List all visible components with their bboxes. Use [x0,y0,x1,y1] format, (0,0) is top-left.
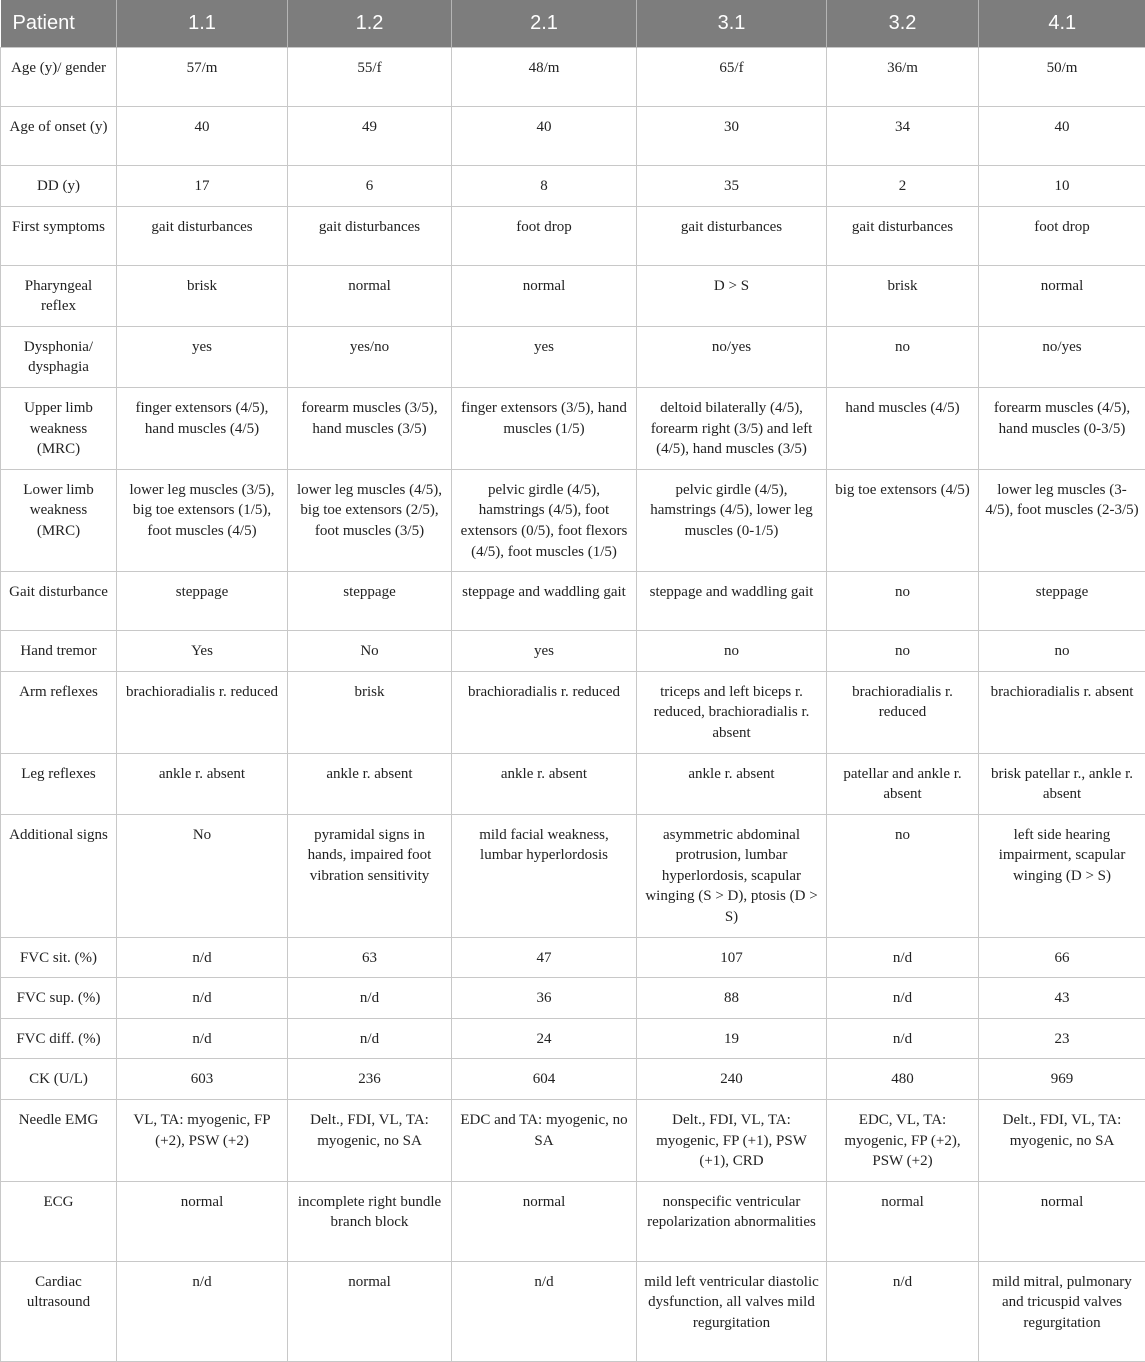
table-cell: ankle r. absent [637,753,827,814]
table-row [1,1181,1145,1261]
table-cell: steppage [117,572,288,631]
table-cell: nonspecific ventricular repolarization abnormalities [637,1181,827,1261]
table-row [1,265,1145,326]
table-cell: 63 [288,937,452,978]
table-cell: normal [452,265,637,326]
table-row [1,1261,1145,1361]
table-cell: 236 [288,1059,452,1100]
header-column: 1.2 [288,0,452,48]
table-body [1,48,1145,1362]
table-cell: 23 [979,1018,1145,1059]
table-cell: normal [979,1181,1145,1261]
row-label: Lower limb weakness (MRC) [1,469,117,571]
row-label: FVC sup. (%) [1,978,117,1019]
table-cell: EDC and TA: myogenic, no SA [452,1100,637,1182]
table-row [1,387,1145,469]
table-cell: 55/f [288,48,452,107]
table-cell: 50/m [979,48,1145,107]
table-cell: big toe extensors (4/5) [827,469,979,571]
table-cell: brisk [827,265,979,326]
table-cell: forearm muscles (4/5), hand muscles (0-3/5) [979,387,1145,469]
table-cell: 35 [637,166,827,207]
table-cell: normal [288,1261,452,1361]
table-cell: 57/m [117,48,288,107]
table-cell: pyramidal signs in hands, impaired foot vibration sensitivity [288,814,452,937]
table-cell: ankle r. absent [117,753,288,814]
table-cell: n/d [827,978,979,1019]
table-cell: 40 [452,107,637,166]
table-cell: brachioradialis r. absent [979,671,1145,753]
table-cell: 10 [979,166,1145,207]
table-cell: no [979,631,1145,672]
table-cell: Delt., FDI, VL, TA: myogenic, no SA [288,1100,452,1182]
table-cell: no [827,631,979,672]
row-label: FVC diff. (%) [1,1018,117,1059]
table-cell: 66 [979,937,1145,978]
table-cell: normal [452,1181,637,1261]
table-cell: 480 [827,1059,979,1100]
table-row [1,1059,1145,1100]
table-cell: mild mitral, pulmonary and tricuspid valves regurgitation [979,1261,1145,1361]
table-cell: 17 [117,166,288,207]
table-cell: triceps and left biceps r. reduced, brachioradialis r. absent [637,671,827,753]
table-cell: n/d [827,1018,979,1059]
table-cell: no [827,814,979,937]
row-label: Pharyngeal reflex [1,265,117,326]
table-row [1,206,1145,265]
table-cell: No [117,814,288,937]
table-cell: 34 [827,107,979,166]
header-column: 4.1 [979,0,1145,48]
row-label: Arm reflexes [1,671,117,753]
table-cell: 40 [117,107,288,166]
table-cell: no [827,572,979,631]
table-cell: gait disturbances [117,206,288,265]
table-row [1,937,1145,978]
table-row [1,1018,1145,1059]
table-cell: No [288,631,452,672]
table-cell: 36 [452,978,637,1019]
table-cell: forearm muscles (3/5), hand muscles (3/5) [288,387,452,469]
table-cell: Yes [117,631,288,672]
table-cell: steppage and waddling gait [637,572,827,631]
table-cell: incomplete right bundle branch block [288,1181,452,1261]
row-label: Hand tremor [1,631,117,672]
table-cell: mild facial weakness, lumbar hyperlordosis [452,814,637,937]
table-cell: 19 [637,1018,827,1059]
row-label: Upper limb weakness (MRC) [1,387,117,469]
table-cell: n/d [827,937,979,978]
table-cell: lower leg muscles (4/5), big toe extensors (2/5), foot muscles (3/5) [288,469,452,571]
table-cell: 65/f [637,48,827,107]
table-row [1,1100,1145,1182]
row-label: Age (y)/ gender [1,48,117,107]
table-cell: gait disturbances [827,206,979,265]
table-cell: no/yes [637,326,827,387]
header-column: 3.1 [637,0,827,48]
row-label: FVC sit. (%) [1,937,117,978]
table-cell: Delt., FDI, VL, TA: myogenic, no SA [979,1100,1145,1182]
row-label: Additional signs [1,814,117,937]
table-row [1,814,1145,937]
table-row [1,469,1145,571]
table-cell: 240 [637,1059,827,1100]
table-cell: yes [452,631,637,672]
table-cell: n/d [452,1261,637,1361]
table-cell: n/d [117,1018,288,1059]
table-cell: brisk [288,671,452,753]
table-cell: 6 [288,166,452,207]
table-cell: 2 [827,166,979,207]
table-cell: hand muscles (4/5) [827,387,979,469]
row-label: CK (U/L) [1,1059,117,1100]
header-column: 3.2 [827,0,979,48]
table-row [1,631,1145,672]
table-cell: pelvic girdle (4/5), hamstrings (4/5), lower leg muscles (0-1/5) [637,469,827,571]
table-cell: 36/m [827,48,979,107]
table-row [1,572,1145,631]
header-patient-label: Patient [1,0,117,48]
table-cell: 969 [979,1059,1145,1100]
table-cell: patellar and ankle r. absent [827,753,979,814]
row-label: DD (y) [1,166,117,207]
table-cell: D > S [637,265,827,326]
table-cell: pelvic girdle (4/5), hamstrings (4/5), foot extensors (0/5), foot flexors (4/5), foot muscles (1/5) [452,469,637,571]
table-cell: foot drop [452,206,637,265]
table-row [1,753,1145,814]
table-cell: Delt., FDI, VL, TA: myogenic, FP (+1), PSW (+1), CRD [637,1100,827,1182]
table-cell: left side hearing impairment, scapular winging (D > S) [979,814,1145,937]
table-row [1,671,1145,753]
table-cell: yes [452,326,637,387]
table-cell: mild left ventricular diastolic dysfunction, all valves mild regurgitation [637,1261,827,1361]
table-cell: normal [288,265,452,326]
table-cell: gait disturbances [637,206,827,265]
row-label: Age of onset (y) [1,107,117,166]
table-cell: ankle r. absent [452,753,637,814]
table-cell: foot drop [979,206,1145,265]
table-cell: lower leg muscles (3-4/5), foot muscles (2-3/5) [979,469,1145,571]
table-cell: lower leg muscles (3/5), big toe extensors (1/5), foot muscles (4/5) [117,469,288,571]
table-row [1,166,1145,207]
row-label: Needle EMG [1,1100,117,1182]
table-cell: no [827,326,979,387]
table-cell: 604 [452,1059,637,1100]
table-cell: n/d [827,1261,979,1361]
table-cell: 24 [452,1018,637,1059]
table-cell: 603 [117,1059,288,1100]
table-cell: normal [827,1181,979,1261]
row-label: Cardiac ultrasound [1,1261,117,1361]
table-cell: 40 [979,107,1145,166]
table-cell: 30 [637,107,827,166]
table-cell: steppage [288,572,452,631]
table-cell: normal [979,265,1145,326]
row-label: ECG [1,1181,117,1261]
table-cell: no [637,631,827,672]
header-column: 2.1 [452,0,637,48]
table-cell: 107 [637,937,827,978]
table-cell: brachioradialis r. reduced [827,671,979,753]
table-cell: 49 [288,107,452,166]
table-cell: no/yes [979,326,1145,387]
table-cell: EDC, VL, TA: myogenic, FP (+2), PSW (+2) [827,1100,979,1182]
table-cell: steppage and waddling gait [452,572,637,631]
table-cell: n/d [117,978,288,1019]
row-label: Dysphonia/ dysphagia [1,326,117,387]
table-cell: brachioradialis r. reduced [452,671,637,753]
table-cell: deltoid bilaterally (4/5), forearm right (3/5) and left (4/5), hand muscles (3/5) [637,387,827,469]
header-row [1,0,1145,48]
table-cell: steppage [979,572,1145,631]
table-cell: 47 [452,937,637,978]
table-row [1,48,1145,107]
table-cell: 88 [637,978,827,1019]
table-cell: yes/no [288,326,452,387]
table-cell: 43 [979,978,1145,1019]
table-cell: yes [117,326,288,387]
table-cell: n/d [288,978,452,1019]
table-cell: brisk patellar r., ankle r. absent [979,753,1145,814]
table-cell: normal [117,1181,288,1261]
table-cell: gait disturbances [288,206,452,265]
table-cell: brachioradialis r. reduced [117,671,288,753]
table-row [1,107,1145,166]
row-label: Leg reflexes [1,753,117,814]
table-row [1,978,1145,1019]
header-column: 1.1 [117,0,288,48]
row-label: Gait disturbance [1,572,117,631]
table-cell: n/d [288,1018,452,1059]
table-cell: brisk [117,265,288,326]
table-cell: n/d [117,937,288,978]
table-cell: finger extensors (4/5), hand muscles (4/5) [117,387,288,469]
table-cell: VL, TA: myogenic, FP (+2), PSW (+2) [117,1100,288,1182]
table-cell: 48/m [452,48,637,107]
table-cell: asymmetric abdominal protrusion, lumbar hyperlordosis, scapular winging (S > D), ptosis (D > S) [637,814,827,937]
table-row [1,326,1145,387]
table-cell: finger extensors (3/5), hand muscles (1/5) [452,387,637,469]
row-label: First symptoms [1,206,117,265]
table-cell: n/d [117,1261,288,1361]
table-cell: 8 [452,166,637,207]
table-cell: ankle r. absent [288,753,452,814]
